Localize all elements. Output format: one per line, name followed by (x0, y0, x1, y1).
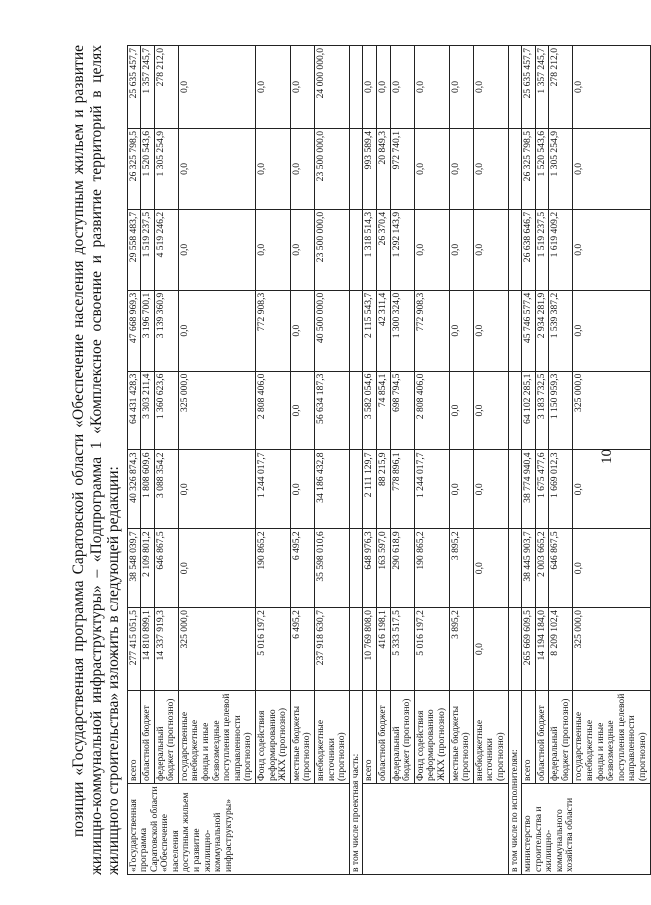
value-cell: 0,0 (573, 290, 650, 371)
blank-cell (349, 450, 363, 529)
value-cell: 278 212,0 (549, 46, 573, 129)
value-cell: 0,0 (449, 46, 473, 129)
value-cell: 0,0 (178, 450, 255, 529)
value-cell: 74 854,1 (376, 371, 390, 450)
value-cell: 2 808 406,0 (414, 371, 449, 450)
value-cell: 2 003 665,2 (535, 529, 549, 608)
blank-cell (349, 290, 363, 371)
value-cell: 163 597,0 (376, 529, 390, 608)
value-cell: 0,0 (256, 209, 291, 290)
value-cell: 277 415 051,5 (127, 608, 141, 691)
intro-paragraph: позиции «Государственная программа Саратовской области «Обеспечение населения доступным жильем и развитие жилищно-коммунальной инфраструктуры» – «Подпрограмма 1 «Комплексное освоение и развитие территорий в целях жилищного строительства» изложить в следующей редакции: (70, 45, 122, 875)
row-label: всего (363, 691, 377, 784)
value-cell: 0,0 (473, 450, 508, 529)
blank-cell (508, 128, 522, 209)
row-label: местные бюджеты (прогнозно) (449, 691, 473, 784)
table-row (256, 46, 291, 875)
row-label: федеральный бюджет (прогнозно) (390, 691, 414, 784)
financing-table (127, 45, 651, 875)
row-label: федеральный бюджет (прогнозно) (549, 691, 573, 784)
value-cell: 0,0 (414, 128, 449, 209)
value-cell: 1 305 254,9 (154, 128, 178, 209)
value-cell: 24 000 000,0 (315, 46, 350, 129)
value-cell: 3 196 700,1 (141, 290, 155, 371)
table-row (376, 46, 390, 875)
page-number: 10 (599, 449, 615, 464)
value-cell: 0,0 (449, 371, 473, 450)
value-cell: 0,0 (256, 46, 291, 129)
rotated-content (70, 45, 649, 875)
value-cell: 1 318 514,3 (363, 209, 377, 290)
section-row (349, 46, 363, 875)
value-cell: 0,0 (414, 209, 449, 290)
value-cell: 0,0 (449, 450, 473, 529)
value-cell: 14 337 919,3 (154, 608, 178, 691)
blank-cell (508, 371, 522, 450)
value-cell: 1 300 324,0 (390, 290, 414, 371)
value-cell: 26 325 798,5 (522, 128, 536, 209)
table-row (390, 46, 414, 875)
table-row (473, 46, 508, 875)
value-cell: 1 292 143,9 (390, 209, 414, 290)
value-cell: 2 934 281,9 (535, 290, 549, 371)
value-cell: 3 582 054,6 (363, 371, 377, 450)
value-cell: 64 102 285,1 (522, 371, 536, 450)
value-cell: 0,0 (473, 128, 508, 209)
value-cell: 1 520 543,6 (141, 128, 155, 209)
value-cell: 0,0 (573, 529, 650, 608)
value-cell: 648 976,3 (363, 529, 377, 608)
value-cell: 26 370,4 (376, 209, 390, 290)
value-cell: 38 445 903,7 (522, 529, 536, 608)
value-cell: 40 500 000,0 (315, 290, 350, 371)
value-cell: 4 519 246,2 (154, 209, 178, 290)
value-cell: 0,0 (290, 371, 314, 450)
value-cell: 5 016 197,2 (414, 608, 449, 691)
blank-cell (508, 529, 522, 608)
value-cell: 0,0 (390, 46, 414, 129)
value-cell: 0,0 (473, 371, 508, 450)
value-cell: 26 638 646,7 (522, 209, 536, 290)
value-cell: 23 500 000,0 (315, 209, 350, 290)
value-cell: 42 311,4 (376, 290, 390, 371)
section-row (508, 46, 522, 875)
value-cell: 0,0 (290, 209, 314, 290)
value-cell: 325 000,0 (178, 371, 255, 450)
row-label: всего (127, 691, 141, 784)
blank-cell (349, 209, 363, 290)
value-cell: 698 794,5 (390, 371, 414, 450)
row-label: Фонд содействия реформированию ЖКХ (прогнозно) (256, 691, 291, 784)
value-cell: 265 669 609,5 (522, 608, 536, 691)
value-cell: 0,0 (414, 46, 449, 129)
section-title: в том числе проектная часть: (349, 691, 363, 875)
value-cell: 772 908,3 (414, 290, 449, 371)
value-cell: 993 589,4 (363, 128, 377, 209)
value-cell: 3 303 211,4 (141, 371, 155, 450)
table-row (178, 46, 255, 875)
value-cell: 1 357 245,7 (141, 46, 155, 129)
blank-cell (508, 46, 522, 129)
value-cell: 1 520 543,6 (535, 128, 549, 209)
value-cell: 3 895,2 (449, 529, 473, 608)
value-cell: 0,0 (449, 290, 473, 371)
value-cell: 0,0 (363, 46, 377, 129)
section-title: в том числе по исполнителям: (508, 691, 522, 875)
empty-cell (363, 784, 508, 875)
row-label: внебюджетные источники (прогнозно) (315, 691, 350, 784)
value-cell: 0,0 (573, 209, 650, 290)
value-cell: 1 519 237,5 (535, 209, 549, 290)
value-cell: 0,0 (290, 290, 314, 371)
row-label: федеральный бюджет (прогнозно) (154, 691, 178, 784)
value-cell: 0,0 (290, 450, 314, 529)
value-cell: 190 865,2 (256, 529, 291, 608)
value-cell: 416 198,1 (376, 608, 390, 691)
value-cell: 64 431 428,3 (127, 371, 141, 450)
value-cell: 40 326 874,3 (127, 450, 141, 529)
value-cell: 0,0 (178, 290, 255, 371)
value-cell: 6 495,2 (290, 529, 314, 608)
blank-cell (349, 46, 363, 129)
value-cell: 3 895,2 (449, 608, 473, 691)
table-row (127, 46, 141, 875)
value-cell: 237 918 630,7 (315, 608, 350, 691)
value-cell: 325 000,0 (573, 608, 650, 691)
table-row (154, 46, 178, 875)
row-label: областной бюджет (535, 691, 549, 784)
blank-cell (349, 128, 363, 209)
value-cell: 10 769 808,0 (363, 608, 377, 691)
value-cell: 0,0 (473, 608, 508, 691)
value-cell: 646 867,5 (549, 529, 573, 608)
value-cell: 972 740,1 (390, 128, 414, 209)
value-cell: 3 139 360,9 (154, 290, 178, 371)
value-cell: 772 908,3 (256, 290, 291, 371)
blank-cell (508, 290, 522, 371)
value-cell: 0,0 (290, 128, 314, 209)
value-cell: 88 215,9 (376, 450, 390, 529)
value-cell: 0,0 (178, 128, 255, 209)
value-cell: 0,0 (473, 529, 508, 608)
executor-name-cell: министерство строительства и жилищно-коммунального хозяйства области (522, 784, 651, 875)
value-cell: 278 212,0 (154, 46, 178, 129)
blank-cell (349, 529, 363, 608)
value-cell: 14 194 184,0 (535, 608, 549, 691)
value-cell: 1 150 959,3 (549, 371, 573, 450)
row-label: государственные внебюджетные фонды и иные безвозмездные поступления целевой направленности (прогнозно) (178, 691, 255, 784)
value-cell: 0,0 (376, 46, 390, 129)
row-label: областной бюджет (376, 691, 390, 784)
blank-cell (349, 371, 363, 450)
value-cell: 1 357 245,7 (535, 46, 549, 129)
value-cell: 23 500 000,0 (315, 128, 350, 209)
value-cell: 0,0 (473, 209, 508, 290)
value-cell: 26 325 798,5 (127, 128, 141, 209)
table-row (414, 46, 449, 875)
value-cell: 2 109 801,2 (141, 529, 155, 608)
blank-cell (508, 450, 522, 529)
value-cell: 190 865,2 (414, 529, 449, 608)
value-cell: 14 810 899,1 (141, 608, 155, 691)
table-row (290, 46, 314, 875)
table-row (449, 46, 473, 875)
table-row (522, 46, 536, 875)
value-cell: 1 244 017,7 (256, 450, 291, 529)
value-cell: 1 808 609,6 (141, 450, 155, 529)
value-cell: 0,0 (256, 128, 291, 209)
row-label: внебюджетные источники (прогнозно) (473, 691, 508, 784)
row-label: всего (522, 691, 536, 784)
table-row (315, 46, 350, 875)
value-cell: 0,0 (178, 209, 255, 290)
value-cell: 0,0 (178, 46, 255, 129)
value-cell: 0,0 (178, 529, 255, 608)
table-row (535, 46, 549, 875)
table-row (141, 46, 155, 875)
value-cell: 47 668 969,3 (127, 290, 141, 371)
value-cell: 0,0 (449, 209, 473, 290)
value-cell: 1 675 477,6 (535, 450, 549, 529)
value-cell: 1 360 623,6 (154, 371, 178, 450)
value-cell: 0,0 (473, 290, 508, 371)
value-cell: 5 016 197,2 (256, 608, 291, 691)
value-cell: 325 000,0 (573, 371, 650, 450)
value-cell: 38 774 940,4 (522, 450, 536, 529)
value-cell: 0,0 (573, 46, 650, 129)
blank-cell (349, 608, 363, 691)
value-cell: 778 896,1 (390, 450, 414, 529)
table-row (363, 46, 377, 875)
value-cell: 2 111 129,7 (363, 450, 377, 529)
value-cell: 0,0 (449, 128, 473, 209)
value-cell: 3 088 354,2 (154, 450, 178, 529)
value-cell: 0,0 (473, 46, 508, 129)
row-label: Фонд содействия реформированию ЖКХ (прогнозно) (414, 691, 449, 784)
value-cell: 8 209 102,4 (549, 608, 573, 691)
row-label: областной бюджет (141, 691, 155, 784)
value-cell: 0,0 (573, 450, 650, 529)
value-cell: 2 115 543,7 (363, 290, 377, 371)
value-cell: 29 558 483,7 (127, 209, 141, 290)
value-cell: 5 333 517,5 (390, 608, 414, 691)
value-cell: 0,0 (573, 128, 650, 209)
value-cell: 3 183 732,5 (535, 371, 549, 450)
value-cell: 1 519 237,5 (141, 209, 155, 290)
value-cell: 325 000,0 (178, 608, 255, 691)
value-cell: 20 849,3 (376, 128, 390, 209)
value-cell: 34 186 432,8 (315, 450, 350, 529)
value-cell: 1 669 012,3 (549, 450, 573, 529)
value-cell: 6 495,2 (290, 608, 314, 691)
value-cell: 646 867,5 (154, 529, 178, 608)
value-cell: 2 808 406,0 (256, 371, 291, 450)
value-cell: 56 634 187,3 (315, 371, 350, 450)
row-label: государственные внебюджетные фонды и иные безвозмездные поступления целевой направленности (прогнозно) (573, 691, 650, 784)
value-cell: 0,0 (290, 46, 314, 129)
value-cell: 38 548 039,7 (127, 529, 141, 608)
value-cell: 45 746 577,4 (522, 290, 536, 371)
table-row (549, 46, 573, 875)
value-cell: 25 635 457,7 (522, 46, 536, 129)
value-cell: 1 244 017,7 (414, 450, 449, 529)
blank-cell (508, 608, 522, 691)
program-name-cell: «Государственная программа Саратовской области «Обеспечение населения доступным жильем и развитие жилищно-коммунальной инфраструктуры» (127, 784, 349, 875)
value-cell: 35 598 010,6 (315, 529, 350, 608)
value-cell: 1 305 254,9 (549, 128, 573, 209)
value-cell: 25 635 457,7 (127, 46, 141, 129)
table-row (573, 46, 650, 875)
value-cell: 290 618,9 (390, 529, 414, 608)
value-cell: 1 539 387,2 (549, 290, 573, 371)
row-label: местные бюджеты (прогнозно) (290, 691, 314, 784)
blank-cell (508, 209, 522, 290)
value-cell: 1 619 409,2 (549, 209, 573, 290)
